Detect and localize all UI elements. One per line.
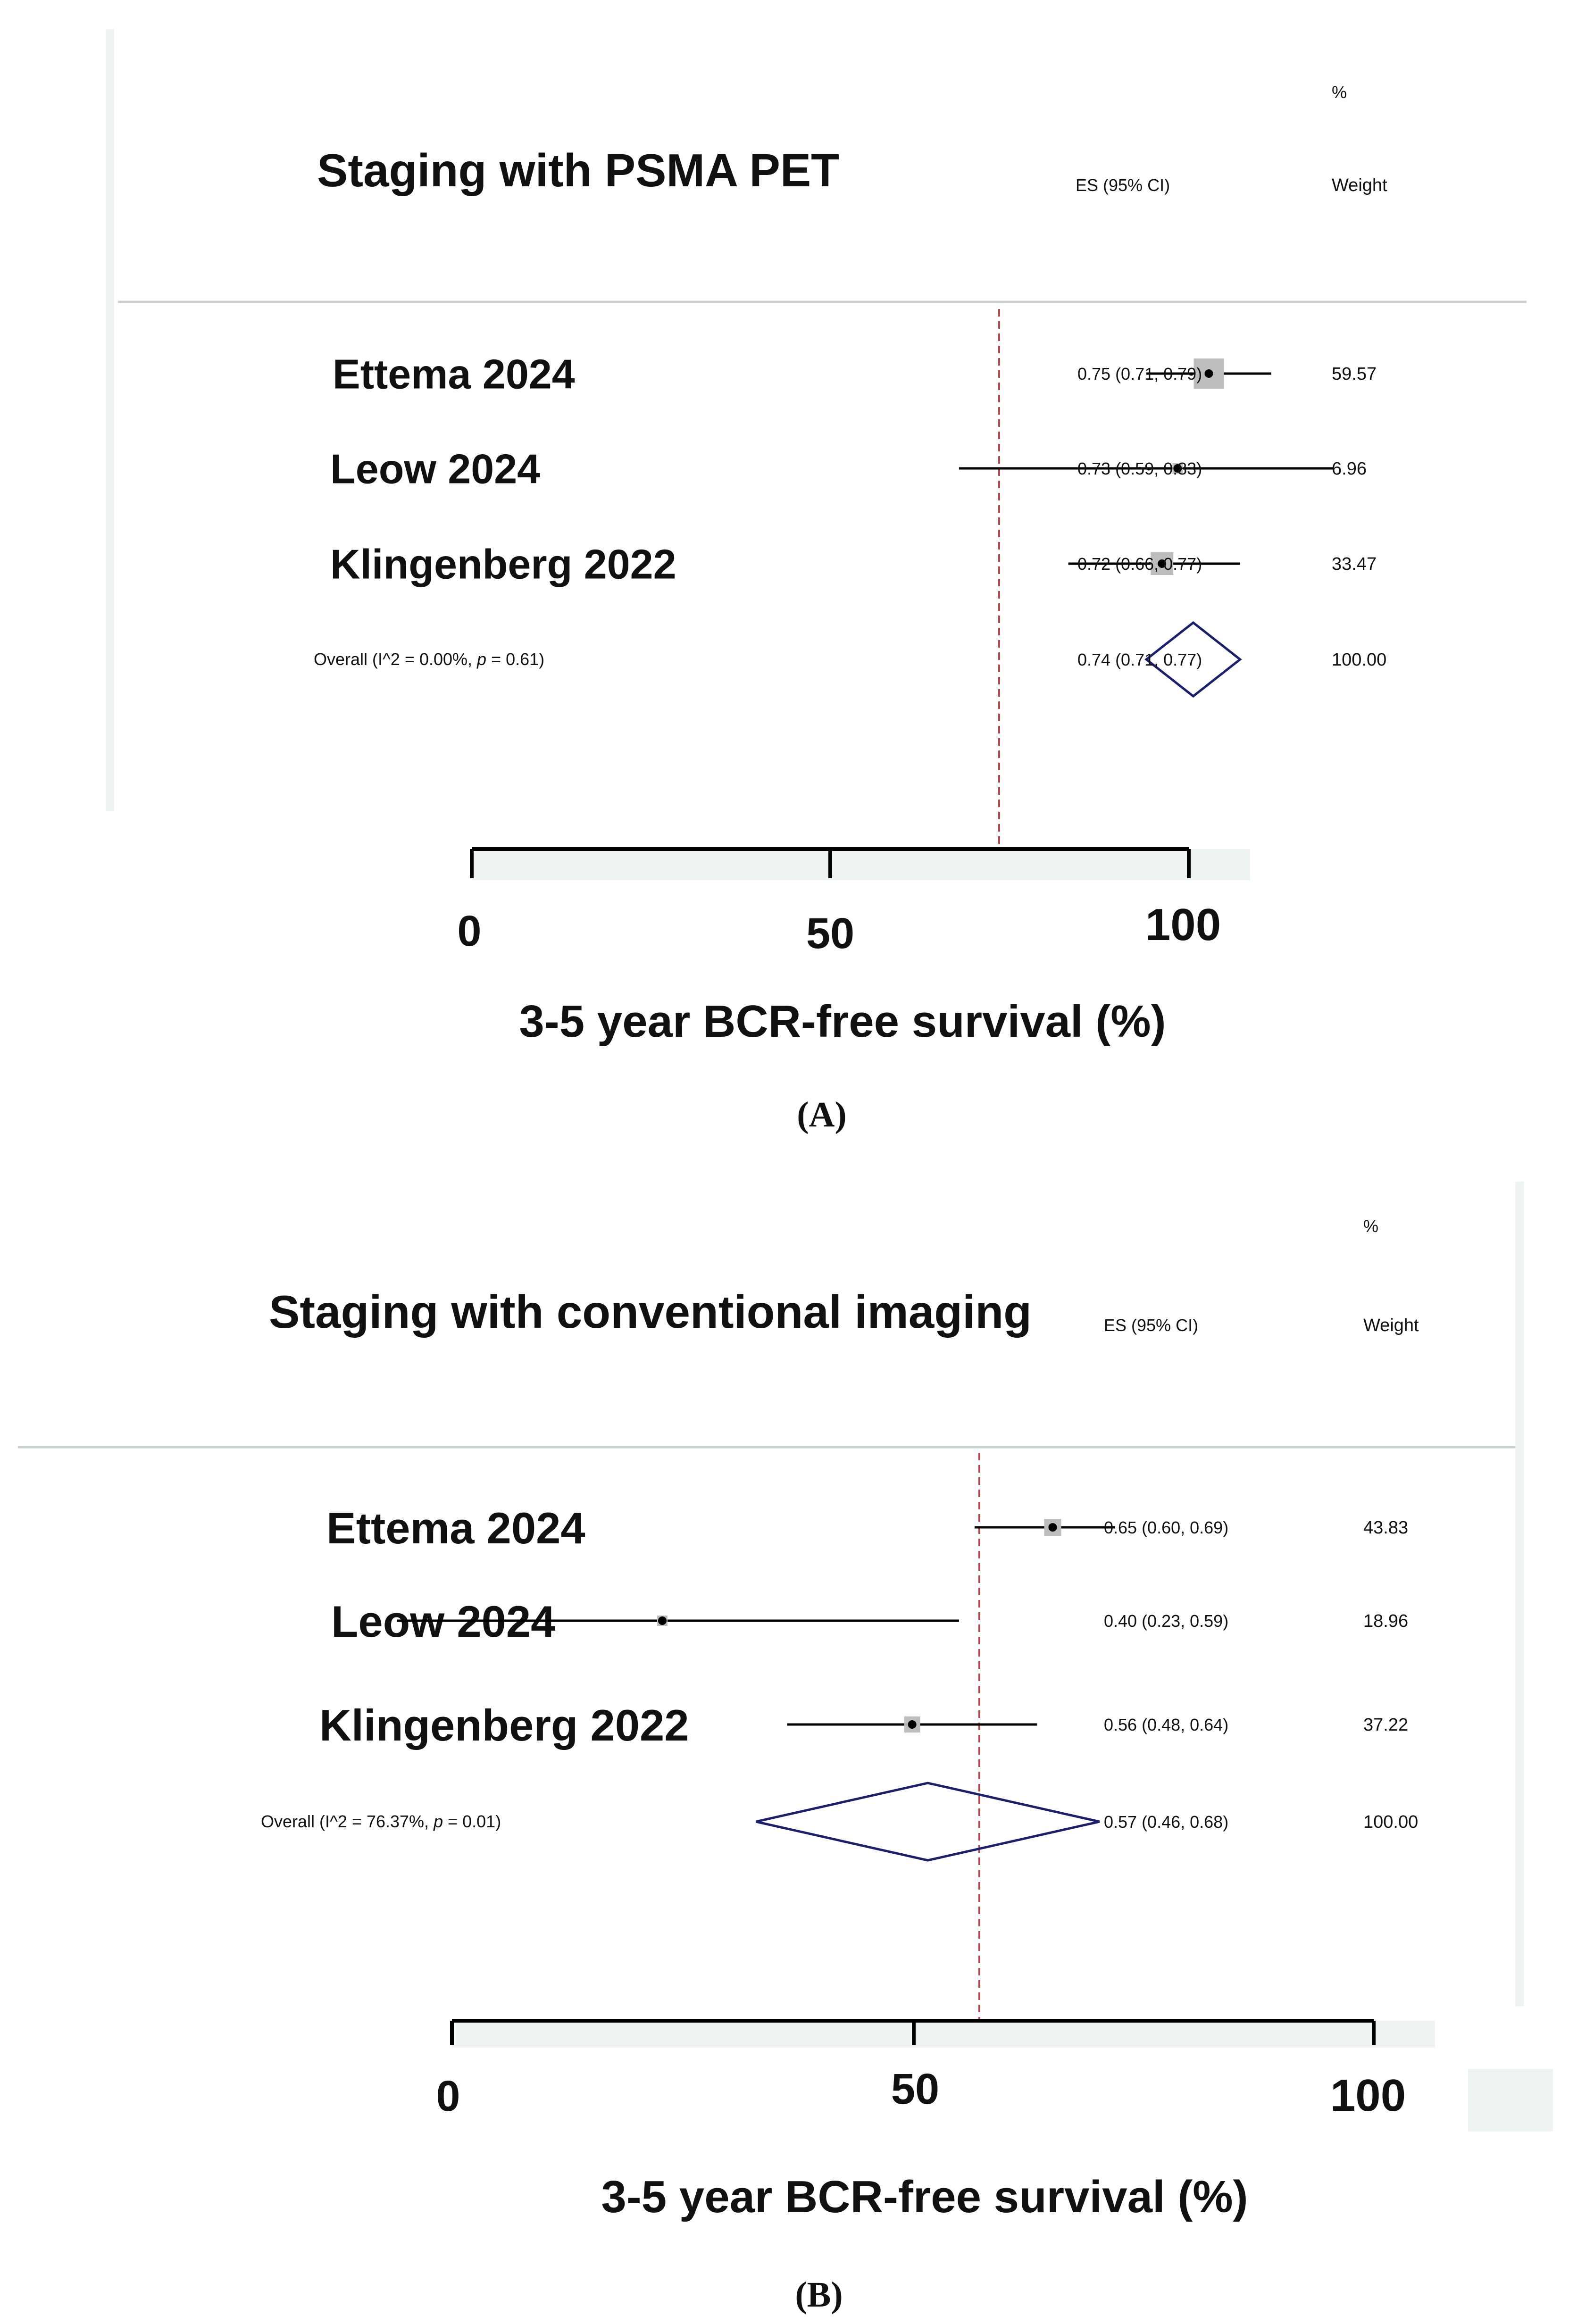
x-axis-label: 3-5 year BCR-free survival (%): [519, 996, 1166, 1047]
axis-panel: [452, 2021, 1435, 2048]
study-name: Ettema 2024: [333, 350, 575, 398]
overall-label: Overall (I^2 = 0.00%, p = 0.61): [314, 650, 545, 669]
overall-es-value: 0.57 (0.46, 0.68): [1104, 1812, 1229, 1832]
x-tick-label: 0: [436, 2072, 460, 2120]
weight-value: 43.83: [1363, 1518, 1409, 1538]
overall-es-value: 0.74 (0.71, 0.77): [1077, 650, 1202, 669]
es-column-header: ES (95% CI): [1076, 175, 1170, 195]
study-name: Leow 2024: [331, 1596, 556, 1646]
corner-panel: [1468, 2069, 1553, 2132]
overall-weight-value: 100.00: [1332, 650, 1387, 670]
study-name: Klingenberg 2022: [330, 541, 676, 588]
x-tick-label: 0: [457, 907, 482, 955]
es-value: 0.75 (0.71, 0.79): [1077, 364, 1202, 383]
es-value: 0.40 (0.23, 0.59): [1104, 1611, 1229, 1631]
panel-side-bar: [1515, 1182, 1524, 2006]
point-estimate: [658, 1616, 667, 1625]
panel-caption: (A): [797, 1095, 847, 1134]
point-estimate: [1205, 369, 1213, 378]
chart-title: Staging with PSMA PET: [317, 144, 840, 196]
weight-value: 33.47: [1332, 554, 1377, 574]
study-name: Klingenberg 2022: [319, 1700, 689, 1750]
point-estimate: [908, 1720, 917, 1729]
weight-column-header: Weight: [1332, 175, 1387, 195]
panel-side-bar: [106, 29, 114, 811]
point-estimate: [1049, 1523, 1057, 1532]
es-column-header: ES (95% CI): [1104, 1316, 1199, 1335]
chart-title: Staging with conventional imaging: [269, 1286, 1032, 1338]
weight-value: 59.57: [1332, 364, 1377, 384]
axis-panel: [472, 849, 1250, 880]
x-axis-label: 3-5 year BCR-free survival (%): [601, 2172, 1248, 2222]
study-name: Leow 2024: [330, 445, 541, 492]
study-name: Ettema 2024: [326, 1503, 585, 1553]
overall-label: Overall (I^2 = 76.37%, p = 0.01): [261, 1812, 501, 1831]
x-tick-label: 100: [1145, 900, 1221, 950]
es-value: 0.65 (0.60, 0.69): [1104, 1518, 1229, 1537]
weight-unit-header: %: [1363, 1216, 1379, 1236]
panel-caption: (B): [795, 2275, 843, 2315]
weight-value: 18.96: [1363, 1611, 1409, 1631]
weight-unit-header: %: [1332, 83, 1347, 102]
overall-weight-value: 100.00: [1363, 1812, 1419, 1832]
x-tick-label: 50: [891, 2065, 940, 2113]
x-tick-label: 100: [1330, 2070, 1406, 2121]
x-tick-label: 50: [806, 909, 855, 958]
es-value: 0.72 (0.66, 0.77): [1077, 554, 1202, 574]
es-value: 0.56 (0.48, 0.64): [1104, 1715, 1229, 1734]
weight-value: 6.96: [1332, 459, 1367, 479]
weight-column-header: Weight: [1363, 1316, 1419, 1335]
es-value: 0.73 (0.59, 0.83): [1077, 459, 1202, 478]
weight-value: 37.22: [1363, 1715, 1409, 1735]
